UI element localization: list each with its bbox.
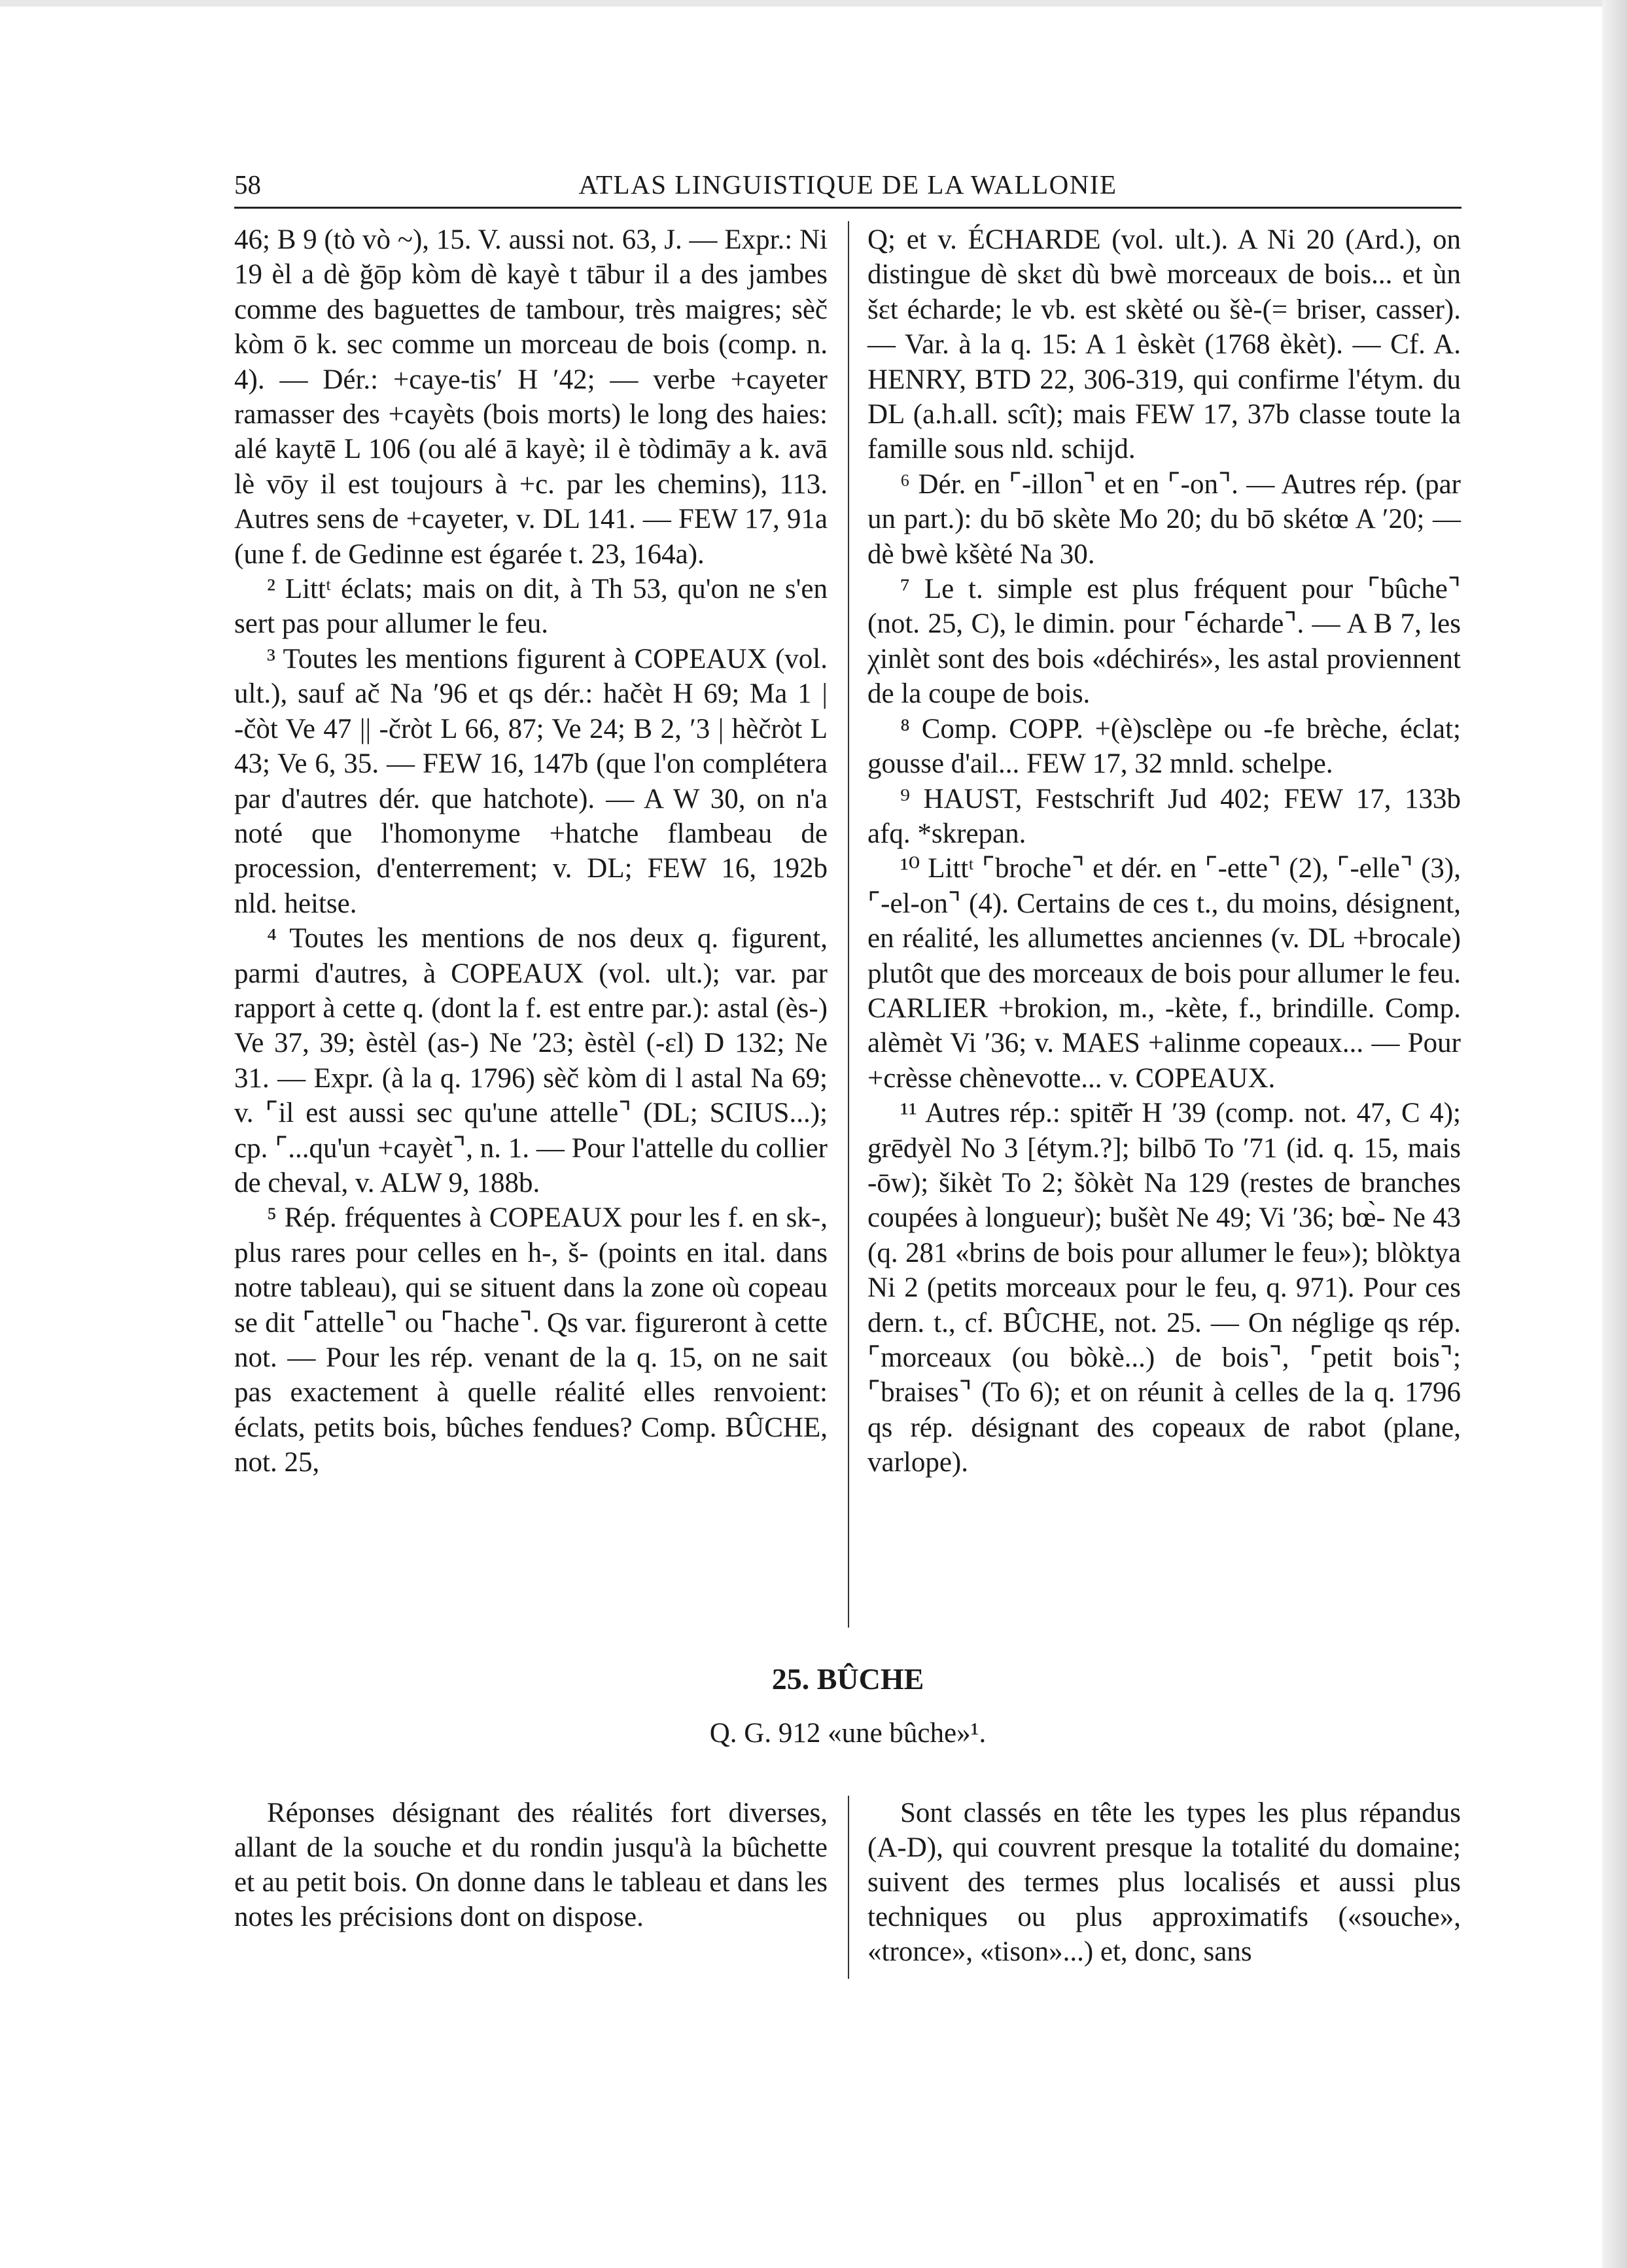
intro-column-right (867, 1796, 1461, 1969)
note-8: ⁸ Comp. COPP. +(è)sclèpe ou -fe brèche, éclat; gousse d'ail... FEW 17, 32 mnld. schelpe. (867, 713, 1461, 780)
note-11: ¹¹ Autres rép.: spitē̆r H ′39 (comp. not. 47, C 4); grēdyèl No 3 [étym.?]; bilbō To ′71 (id. q. 15, mais -ōw); šikèt To 2; šòkèt Na 129 (restes de branches coupées à longueur); bušèt Ne 49; Vi ′36; bœ̀- Ne 43 (q. 281 «brins de bois pour allumer le feu»); blòktya Ni 2 (petits morceaux pour le feu, q. 971). Pour ces dern. t., cf. BÛCHE, not. 25. — On néglige qs rép. ⌜morceaux (ou bòkè...) de bois⌝, ⌜petit bois⌝; ⌜braises⌝ (To 6); et on réunit à celles de la q. 1796 qs rép. désignant des copeaux de rabot (plane, varlope). (867, 1098, 1461, 1478)
notes-column-left (234, 222, 828, 1480)
intro-paragraph-right: Sont classés en tête les types les plus répandus (A-D), qui couvrent presque la totalité du domaine; suivent des termes plus localisés et aussi plus techniques ou plus approximatifs («souche», «tronce», «tison»...) et, donc, sans (867, 1798, 1461, 1967)
intro-paragraph-left: Réponses désignant des réalités fort diverses, allant de la souche et du rondin jusqu'à la bûchette et au petit bois. On donne dans le tableau et dans les notes les précisions dont on dispose. (234, 1798, 828, 1932)
note-3: ³ Toutes les mentions figurent à COPEAUX (vol. ult.), sauf ač Na ′96 et qs dér.: hačèt H 69; Ma 1 | -čòt Ve 47 || -čròt L 66, 87; Ve 24; B 2, ′3 | hèčròt L 43; Ve 6, 35. — FEW 16, 147b (que l'on complétera par d'autres dér. que hatchote). — A W 30, on n'a noté que l'homonyme +hatche flambeau de procession, d'enterrement; v. DL; FEW 16, 192b nld. heitse. (234, 643, 828, 919)
running-header (234, 162, 1461, 209)
note-6: ⁶ Dér. en ⌜-illon⌝ et en ⌜-on⌝. — Autres rép. (par un part.): du bō skète Mo 20; du bō skétœ A ′20; — dè bwè kšèté Na 30. (867, 468, 1461, 570)
note-5: ⁵ Rép. fréquentes à COPEAUX pour les f. en sk-, plus rares pour celles en h-, š- (points en ital. dans notre tableau), qui se situent dans la zone où copeau se dit ⌜attelle⌝ ou ⌜hache⌝. Qs var. figureront à cette not. — Pour les rép. venant de la q. 15, on ne sait pas exactement à quelle réalité elles renvoient: éclats, petits bois, bûches fendues? Comp. BÛCHE, not. 25, (234, 1202, 828, 1478)
column-divider (848, 221, 849, 1628)
section-question: Q. G. 912 «une bûche»¹. (709, 1718, 987, 1749)
note-4: ⁴ Toutes les mentions de nos deux q. figurent, parmi d'autres, à COPEAUX (vol. ult.); var. par rapport à cette q. (dont la f. est entre par.): astal (ès-) Ve 37, 39; èstèl (as-) Ne ′23; èstèl (-ɛl) D 132; Ne 31. — Expr. (à la q. 1796) sèč kòm di l astal Na 69; v. ⌜il est aussi sec qu'une attelle⌝ (DL; SCIUS...); cp. ⌜...qu'un +cayèt⌝, n. 1. — Pour l'attelle du collier de cheval, v. ALW 9, 188b. (234, 923, 828, 1198)
intro-column-divider (848, 1796, 849, 1979)
note-9: ⁹ HAUST, Festschrift Jud 402; FEW 17, 133b afq. *skrepan. (867, 783, 1461, 849)
note-continuation-right: Q; et v. ÉCHARDE (vol. ult.). A Ni 20 (Ard.), on distingue dè skɛt dù bwè morceaux de bois... et ùn šɛt écharde; le vb. est skèté ou šè-(= briser, casser). — Var. à la q. 15: A 1 èskèt (1768 èkèt). — Cf. A. HENRY, BTD 22, 306-319, qui confirme l'étym. du DL (a.h.all. scît); mais FEW 17, 37b classe toute la famille sous nld. schijd. (867, 224, 1461, 465)
intro-column-left (234, 1796, 828, 1934)
note-7: ⁷ Le t. simple est plus fréquent pour ⌜bûche⌝ (not. 25, C), le dimin. pour ⌜écharde⌝. — A B 7, les χinlèt sont des bois «déchirés», les astal proviennent de la coupe de bois. (867, 574, 1461, 710)
note-2: ² Littᵗ éclats; mais on dit, à Th 53, qu'on ne s'en sert pas pour allumer le feu. (234, 574, 828, 640)
note-continuation: 46; B 9 (tò vò ~), 15. V. aussi not. 63, J. — Expr.: Ni 19 èl a dè ğōp kòm dè kayè t tābur il a des jambes comme des baguettes de tambour, très maigres; sèč kòm ō k. sec comme un morceau de bois (comp. n. 4). — Dér.: +caye-tis′ H ′42; — verbe +cayeter ramasser des +cayèts (bois morts) le long des haies: alé kaytē L 106 (ou alé ā kayè; il è tòdimāy a k. avā lè vōy il est toujours à +c. par les chemins), 113. Autres sens de +cayeter, v. DL 141. — FEW 17, 91a (une f. de Gedinne est égarée t. 23, 164a). (234, 224, 828, 570)
section-title: 25. BÛCHE (771, 1662, 924, 1696)
scan-border-top (0, 0, 1627, 7)
scan-border-right (1602, 0, 1627, 2268)
note-10: ¹⁰ Littᵗ ⌜broche⌝ et dér. en ⌜-ette⌝ (2), ⌜-elle⌝ (3), ⌜-el-on⌝ (4). Certains de ces t., du moins, désignent, en réalité, les allumettes anciennes (v. DL +brocale) plutôt que des morceaux de bois pour allumer le feu. CARLIER +brokion, m., -kète, f., brindille. Comp. alèmèt Vi ′36; v. MAES +alinme copeaux... — Pour +crèsse chènevotte... v. COPEAUX. (867, 853, 1461, 1094)
page-number: 58 (234, 169, 261, 200)
running-title: ATLAS LINGUISTIQUE DE LA WALLONIE (578, 169, 1117, 200)
notes-column-right (867, 222, 1461, 1480)
